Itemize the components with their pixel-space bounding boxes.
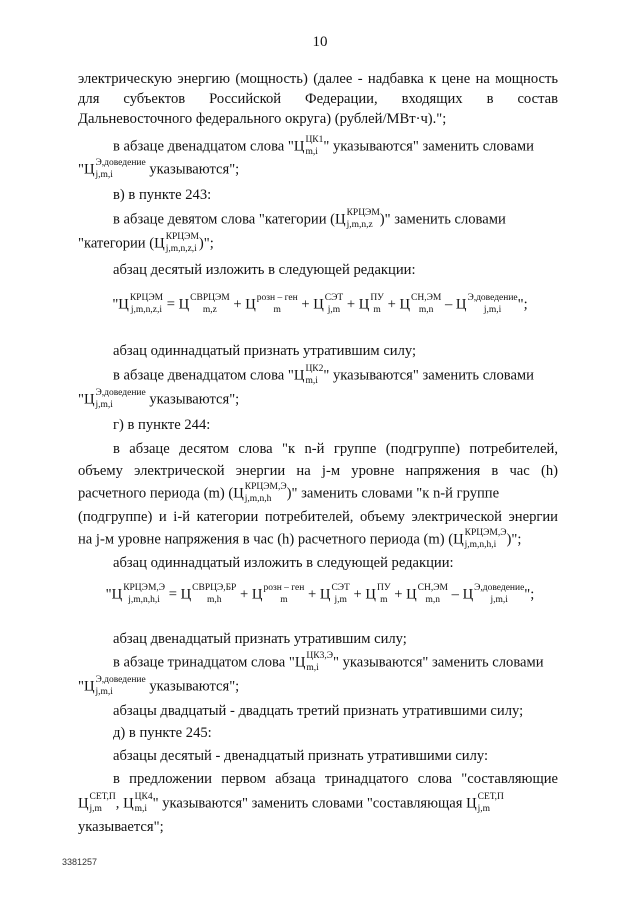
tariff-symbol: Ц Э,доведение j,m,i [83,675,146,697]
text-line: абзацы двадцатый - двадцать третий признать утратившими силу; [113,703,524,719]
text-line: абзац двенадцатый признать утратившим силу; [113,631,407,647]
tariff-symbol: Ц ЦК1 m,i [293,135,324,157]
text-line: в абзаце двенадцатом слова "Ц ЦК1 m,i " указываются" заменить словами [113,135,534,157]
text-line: абзац одиннадцатый изложить в следующей редакции: [113,555,454,571]
text-line: абзац десятый изложить в следующей редакции: [113,262,416,278]
text-line: на j-м уровне напряжения в час (h) расчетного периода (m) (Ц КРЦЭМ,Э j,m,n,h,i )"; [78,528,522,550]
text-line: в абзаце девятом слова "категории (Ц КРЦЭМ j,m,n,z )" заменить словами [113,208,506,230]
text-line: "Ц Э,доведение j,m,i указываются"; [78,158,240,180]
formula-2: "Ц КРЦЭМ,Э j,m,n,h,i = Ц СВРЦЭ,БР m,h + Ц розн – ген m + Ц СЭТ j,m + Ц ПУ m + Ц СН,ЭМ m,n – Ц Э,доведение j,m,i "; [105,583,535,605]
tariff-symbol: Ц ЦК2 m,i [293,364,324,386]
page-number: 10 [312,34,328,50]
text-line: электрическую энергию (мощность) (далее - надбавка к цене на мощность [78,71,558,87]
text-line: абзац одиннадцатый признать утратившим силу; [113,343,417,359]
text-line: в абзаце тринадцатом слова "Ц ЦК3,Э m,i " указываются" заменить словами [113,651,544,673]
text-line: "категории (Ц КРЦЭМ j,m,n,z,i )"; [78,232,214,254]
formula-1: "Ц КРЦЭМ j,m,n,z,i = Ц СВРЦЭМ m,z + Ц розн – ген m + Ц СЭТ j,m + Ц ПУ m + Ц СН,ЭМ m,n – Ц Э,доведение j,m,i "; [112,293,528,315]
text-line: расчетного периода (m) (Ц КРЦЭМ,Э j,m,n,h )" заменить словами "к n-й группе [78,482,500,504]
tariff-symbol: Ц Э,доведение j,m,i [83,388,146,410]
text-line: Дальневосточного федерального округа) (рублей/МВт·ч)."; [78,111,447,127]
text-line: д) в пункте 245: [113,725,212,741]
text-line: "Ц Э,доведение j,m,i указываются"; [78,388,240,410]
text-line: указывается"; [78,819,164,835]
text-line: в абзаце десятом слова "к n-й группе (подгруппе) потребителей, [113,441,558,457]
tariff-symbol: Ц Э,доведение j,m,i [83,158,146,180]
text-line: для субъектов Российской Федерации, входящих в состав [78,91,558,107]
text-line: абзацы десятый - двенадцатый признать утратившими силу: [113,748,489,764]
tariff-symbol: Ц КРЦЭМ j,m,n,z [335,208,380,230]
text-line: Ц СЕТ,П j,m , Ц ЦК4 m,i " указываются" заменить словами "составляющая Ц СЕТ,П j,m [78,792,504,814]
tariff-symbol: Ц ЦК3,Э m,i [294,651,333,673]
tariff-symbol: Ц КРЦЭМ j,m,n,z,i [154,232,199,254]
text-line: г) в пункте 244: [113,417,211,433]
document-code: 3381257 [62,857,98,867]
text-line: "Ц Э,доведение j,m,i указываются"; [78,675,240,697]
tariff-symbol: Ц СЕТ,П j,m [466,792,504,814]
text-line: объему электрической энергии на j-м уровне напряжения в час (h) [78,463,558,479]
text-line: в абзаце двенадцатом слова "Ц ЦК2 m,i " указываются" заменить словами [113,364,534,386]
tariff-symbol: Ц ЦК4 m,i [123,792,153,814]
text-line: (подгруппе) и i-й категории потребителей, объему электрической энергии [78,509,558,525]
text-line: в предложении первом абзаца тринадцатого слова "составляющие [113,771,558,787]
text-line: в) в пункте 243: [113,187,212,203]
tariff-symbol: Ц КРЦЭМ,Э j,m,n,h [233,482,287,504]
tariff-symbol: Ц КРЦЭМ,Э j,m,n,h,i [453,528,507,550]
tariff-symbol: Ц СЕТ,П j,m [78,792,116,814]
